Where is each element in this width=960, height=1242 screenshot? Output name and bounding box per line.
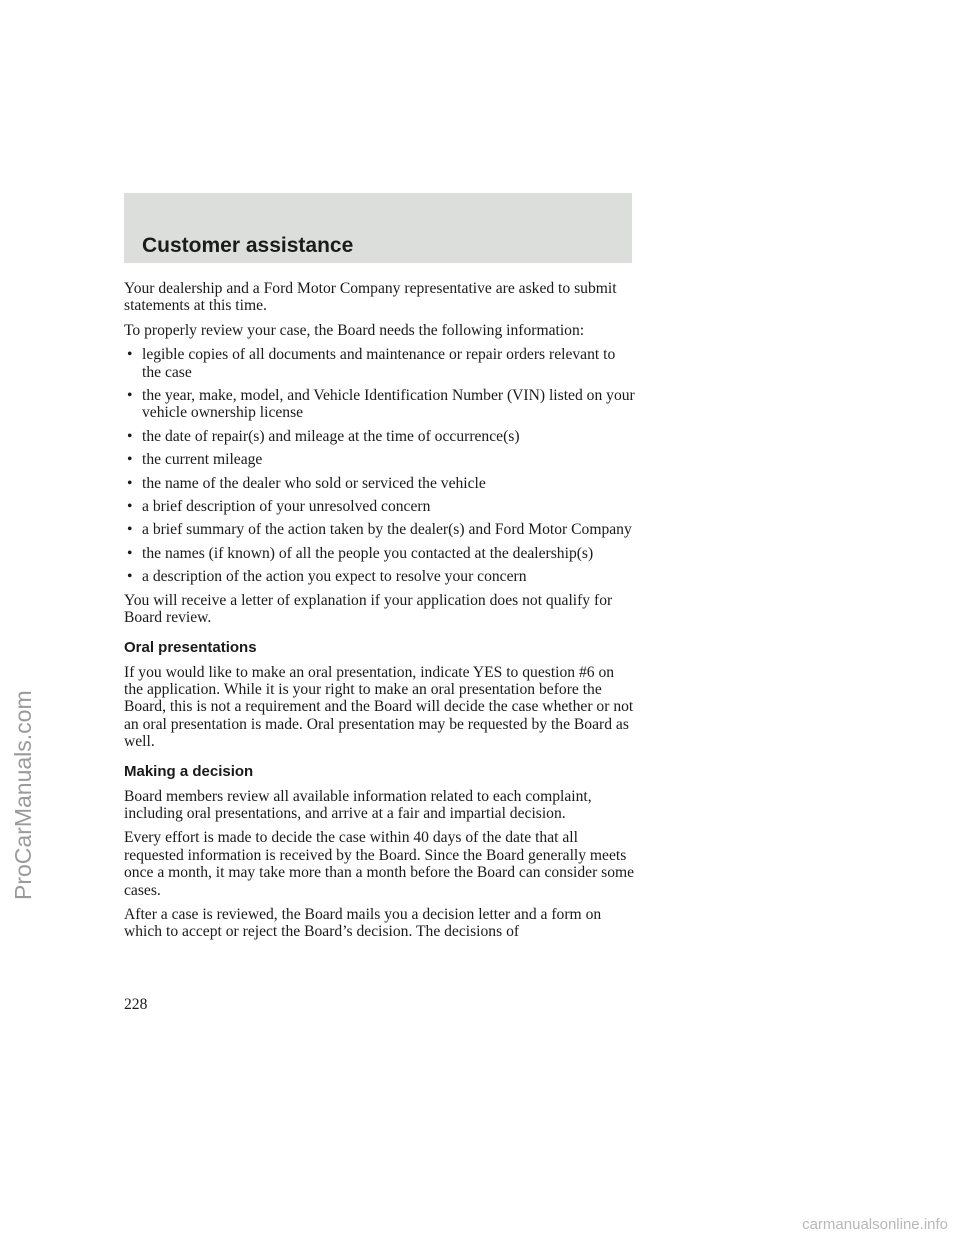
list-item [124, 451, 636, 468]
list-item-text: the year, make, model, and Vehicle Identification Number (VIN) listed on your vehicle ownership license [142, 387, 635, 422]
list-item [124, 428, 636, 445]
paragraph: To properly review your case, the Board needs the following information: [124, 321, 585, 339]
paragraph: If you would like to make an oral presentation, indicate YES to question #6 on the application. While it is your right to make an oral presentation before the Board, this is not a requirement and the Board will decide the case whether or not an oral presentation is made. Oral presentation may be requested by the Board as well. [124, 663, 634, 751]
list-item [124, 346, 636, 381]
oral-presentations-heading: Oral presentations [124, 638, 257, 656]
bullet-icon: • [127, 451, 133, 469]
list-item-text: a brief summary of the action taken by the dealer(s) and Ford Motor Company [142, 521, 632, 539]
bullet-icon: • [127, 427, 133, 445]
bullet-icon: • [127, 346, 133, 364]
list-item-text: the current mileage [142, 451, 263, 469]
page-number: 228 [124, 996, 148, 1013]
section-title: Customer assistance [142, 234, 354, 257]
list-item [124, 387, 636, 422]
list-item-text: the names (if known) of all the people you contacted at the dealership(s) [142, 544, 594, 562]
list-item-text: the date of repair(s) and mileage at the time of occurrence(s) [142, 427, 520, 445]
list-item-text: legible copies of all documents and maintenance or repair orders relevant to the case [142, 346, 616, 381]
list-item [124, 498, 636, 515]
paragraph: Every effort is made to decide the case within 40 days of the date that all requested information is received by the Board. Since the Board generally meets once a month, it may take more than a month before the Board can consider some cases. [124, 829, 635, 899]
bullet-icon: • [127, 498, 133, 516]
paragraph: Your dealership and a Ford Motor Company representative are asked to submit statements at this time. [124, 280, 617, 315]
making-decision-heading: Making a decision [124, 762, 254, 780]
bottom-watermark: carmanualsonline.info [802, 1216, 948, 1233]
list-item [124, 521, 636, 538]
list-item-text: a brief description of your unresolved concern [142, 498, 431, 516]
list-item-text: a description of the action you expect to resolve your concern [142, 568, 527, 586]
list-item [124, 568, 636, 585]
bullet-icon: • [127, 387, 133, 405]
paragraph: After a case is reviewed, the Board mails you a decision letter and a form on which to accept or reject the Board’s decision. The decisions of [124, 905, 602, 941]
list-item-text: the name of the dealer who sold or serviced the vehicle [142, 474, 486, 492]
side-watermark: ProCarManuals.com [10, 690, 36, 900]
list-item [124, 545, 636, 562]
bullet-icon: • [127, 474, 133, 492]
bullet-icon: • [127, 568, 133, 586]
list-item [124, 475, 636, 492]
bullet-icon: • [127, 521, 133, 539]
paragraph: Board members review all available information related to each complaint, including oral presentations, and arrive at a fair and impartial decision. [124, 787, 592, 822]
page-content [124, 280, 636, 948]
paragraph: You will receive a letter of explanation if your application does not qualify for Board review. [124, 591, 613, 627]
bullet-icon: • [127, 544, 133, 562]
requirements-list [124, 346, 636, 585]
